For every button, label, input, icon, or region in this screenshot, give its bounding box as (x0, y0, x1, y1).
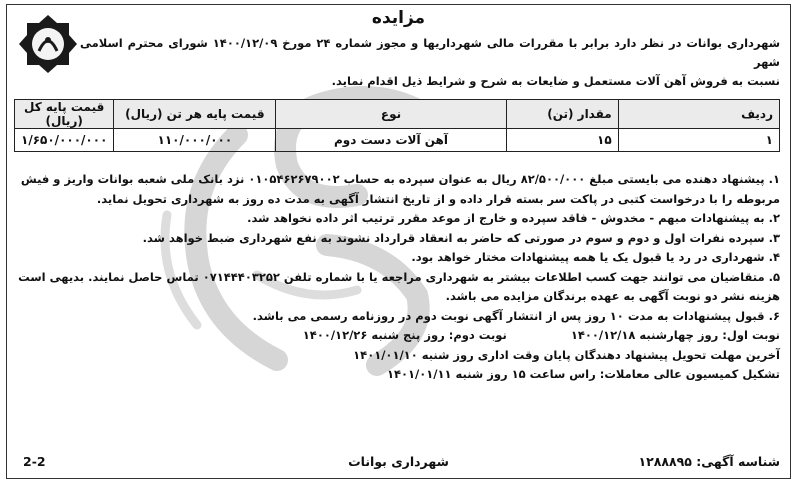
header-quantity: مقدار (تن) (506, 100, 618, 129)
notice-page (6, 4, 791, 479)
header-type: نوع (276, 100, 506, 129)
header-total-price: قیمت پایه کل (ریال) (15, 100, 114, 129)
table-row (15, 129, 780, 152)
condition-line: ۲. به پیشنهادات مبهم - مخدوش - فاقد سپرده و خارج از موعد مقرر ترتیب اثر داده نخواهد شد. (247, 211, 780, 225)
intro-line: نسبت به فروش آهن آلات مستعمل و ضایعات به شرح و شرایط ذیل اقدام نماید. (331, 74, 780, 88)
commission-session: تشکیل کمیسیون عالی معاملات: راس ساعت ۱۵ روز شنبه ۱۴۰۱/۰۱/۱۱ (386, 367, 780, 381)
cell-type: آهن آلات دست دوم (276, 129, 506, 152)
cell-quantity: ۱۵ (506, 129, 618, 152)
condition-line: ۵. متقاضیان می توانند جهت کسب اطلاعات بیشتر به شهرداری مراجعه یا با شماره تلفن ۰۷۱۴۴۴۰۳۲۵۲ تماس حاصل نمایند. بدیهی است (18, 269, 780, 284)
first-round: نوبت اول: روز چهارشنبه ۱۴۰۰/۱۲/۱۸ (570, 328, 780, 342)
items-table (14, 99, 780, 152)
intro-paragraph (80, 34, 780, 91)
intro-line: شهرداری بوانات در نظر دارد برابر با مقررات مالی شهرداریها و مجوز شماره ۲۴ مورخ ۱۴۰۰/۱۲/۰۹ شورای محترم اسلامی شهر (80, 36, 781, 69)
second-round: نوبت دوم: روز پنج شنبه ۱۴۰۰/۱۲/۲۶ (302, 328, 507, 342)
condition-line: ۶. قبول پیشنهادات به مدت ۱۰ روز پس از انتشار آگهی نوبت دوم در روزنامه رسمی می باشد. (252, 308, 780, 323)
header-unit-price: قیمت پایه هر تن (ریال) (114, 100, 276, 129)
cell-row-number: ۱ (618, 129, 779, 152)
notice-footer (17, 454, 780, 472)
table-header-row (15, 100, 780, 129)
ad-id: شناسه آگهی: ۱۲۸۸۸۹۵ (638, 454, 780, 469)
cell-total-price: ۱/۶۵۰/۰۰۰/۰۰۰ (15, 129, 114, 152)
submission-deadline: آخرین مهلت تحویل پیشنهاد دهندگان پایان وقت اداری روز شنبه ۱۴۰۱/۰۱/۱۰ (353, 347, 780, 362)
condition-line: ۴. شهرداری در رد یا قبول یک یا همه پیشنهادات مختار خواهد بود. (411, 250, 780, 264)
cell-unit-price: ۱۱۰/۰۰۰/۰۰۰ (114, 129, 276, 152)
condition-line: ۳. سپرده نفرات اول و دوم و سوم در صورتی که حاضر به انعقاد قرارداد نشوند به نفع شهرداری ضبط خواهد شد. (142, 230, 780, 245)
condition-line: مربوطه را با درخواست کتبی در پاکت سر بسته قرار داده و از تاریخ انتشار آگهی به مدت ده روز به شهرداری تحویل نماید. (96, 191, 780, 206)
condition-line: ۱. پیشنهاد دهنده می بایستی مبلغ ۸۲/۵۰۰/۰۰۰ ریال به عنوان سپرده به حساب ۰۱۰۵۴۶۲۶۷۹۰۰۲ نزد بانک ملی شعبه بوانات واریز و فیش (20, 172, 780, 186)
municipality-name: شهرداری بوانات (348, 454, 449, 469)
conditions-list (10, 170, 780, 385)
page-code: 2-2 (23, 454, 46, 469)
notice-title: مزایده (371, 8, 426, 28)
publication-rounds (10, 326, 780, 346)
condition-line: هزینه نشر دو نوبت آگهی به عهده برندگان مزایده می باشد. (445, 289, 780, 303)
header-row-number: ردیف (618, 100, 779, 129)
